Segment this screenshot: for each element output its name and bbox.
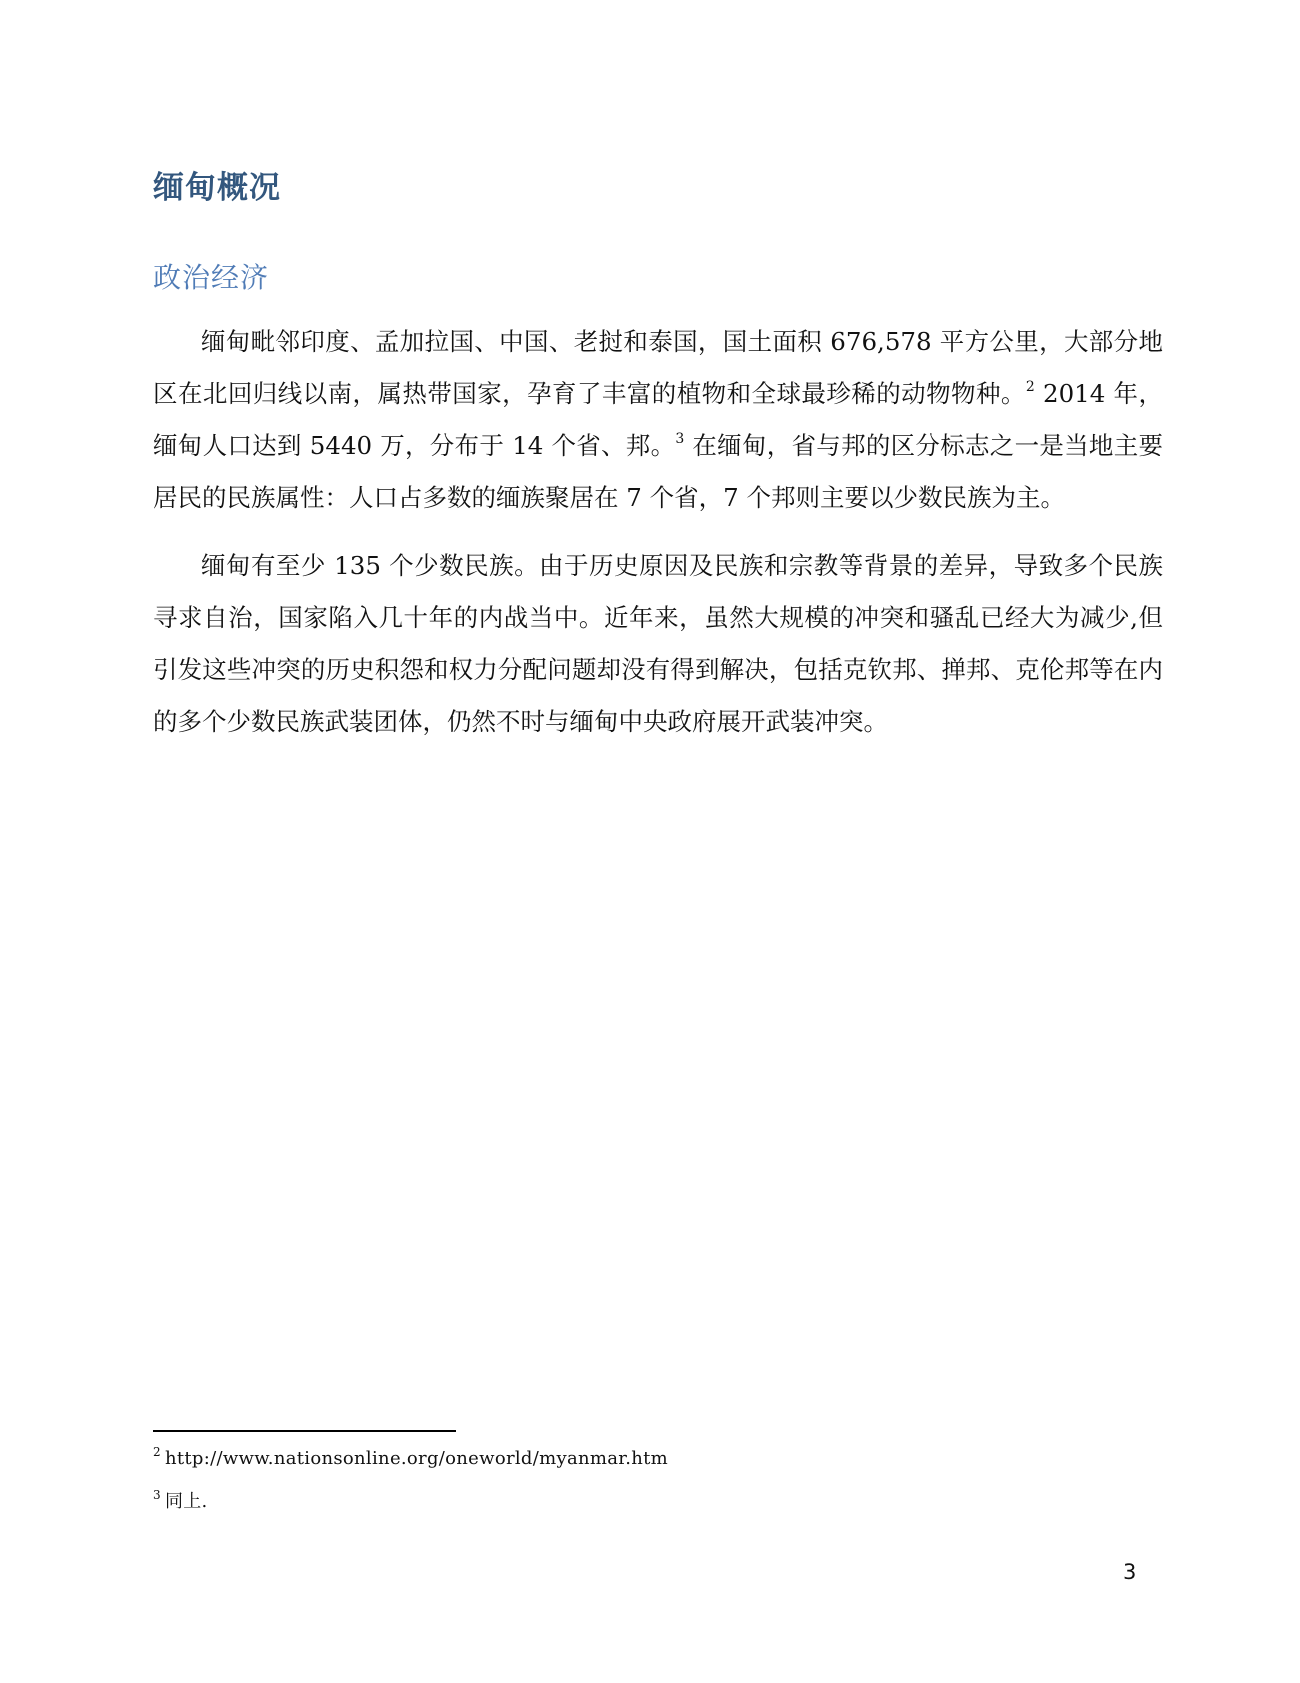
section-heading: 政治经济 [153,261,270,294]
footnote-number: 3 [153,1488,161,1502]
paragraph-geography [153,316,1163,524]
paragraph-text: 在缅甸，省与邦的区分标志之一是当地主要居民的民族属性：人口占多数的缅族聚居在 7 个省，7 个邦则主要以少数民族为主。 [153,431,1163,512]
footnote-text: 同上. [164,1491,208,1512]
page-number: 3 [1123,1560,1137,1584]
footnote-ref[interactable]: 3 [675,431,685,447]
paragraph-text: 2014 年，缅甸人口达到 5440 万，分布于 14 个省、邦。 [153,379,1163,460]
page-title: 缅甸概况 [153,170,281,206]
footnote-ref[interactable]: 2 [1025,379,1035,395]
paragraph-text: 缅甸毗邻印度、孟加拉国、中国、老挝和泰国，国土面积 676,578 平方公里，大部分地区在北回归线以南，属热带国家，孕育了丰富的植物和全球最珍稀的动物物种。 [153,327,1163,408]
footnote-number: 2 [153,1445,161,1459]
footnote-divider [153,1430,456,1432]
footnote-link[interactable]: http://www.nationsonline.org/oneworld/myanmar.htm [164,1448,669,1469]
paragraph-ethnic: 缅甸有至少 135 个少数民族。由于历史原因及民族和宗教等背景的差异，导致多个民族寻求自治，国家陷入几十年的内战当中。近年来，虽然大规模的冲突和骚乱已经大为减少,但引发这些冲突的历史积怨和权力分配问题却没有得到解决，包括克钦邦、掸邦、克伦邦等在内的多个少数民族武装团体，仍然不时与缅甸中央政府展开武装冲突。 [153,551,1163,736]
footnote [153,1445,669,1469]
footnote [153,1487,208,1513]
